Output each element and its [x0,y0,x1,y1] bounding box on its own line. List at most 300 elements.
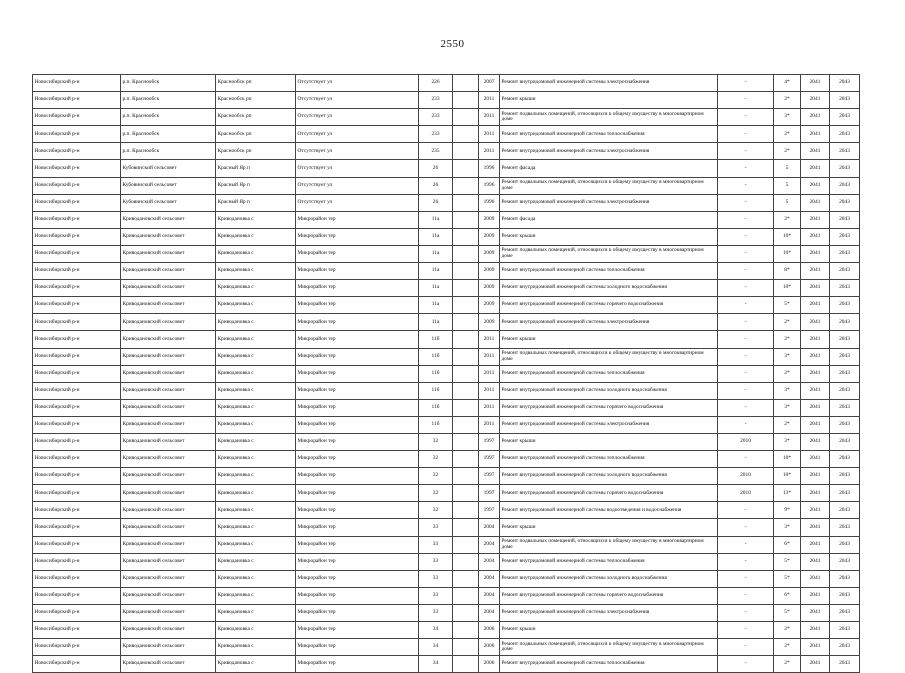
cell-plan-end: 2043 [830,451,860,468]
cell-building [453,519,479,536]
cell-last-repair-year: - [718,622,774,639]
table-row [33,604,860,621]
cell-municipality: Криводановский сельсовет [121,228,216,245]
cell-priority: 5* [774,570,801,587]
table-row [33,451,860,468]
cell-last-repair-year: - [718,587,774,604]
table-row [33,177,860,194]
table-row [33,382,860,399]
cell-street: Микрорайон тер [296,519,419,536]
cell-street: Микрорайон тер [296,433,419,450]
cell-plan-end: 2043 [830,536,860,553]
cell-plan-end: 2043 [830,604,860,621]
cell-priority: 5 [774,177,801,194]
cell-priority: 10* [774,245,801,262]
cell-building [453,126,479,143]
cell-work-type: Ремонт внутридомовой инженерной системы теплоснабжения [500,126,718,143]
cell-priority: 3* [774,348,801,365]
cell-year-built: 2007 [479,75,500,92]
table-row [33,502,860,519]
cell-work-type: Ремонт подвальных помещений, относящихся к общему имуществу в многоквартирном доме [500,177,718,194]
cell-district: Новосибирский р-н [33,245,121,262]
cell-priority: 6* [774,536,801,553]
cell-municipality: р.п. Краснообск [121,109,216,126]
cell-district: Новосибирский р-н [33,433,121,450]
cell-municipality: Криводановский сельсовет [121,553,216,570]
cell-street: Микрорайон тер [296,348,419,365]
cell-settlement: Криводановка с [216,536,296,553]
cell-house-number: 33 [419,570,453,587]
cell-settlement: Краснообск рп [216,109,296,126]
table-row [33,280,860,297]
cell-district: Новосибирский р-н [33,331,121,348]
cell-settlement: Криводановка с [216,553,296,570]
cell-plan-start: 2041 [801,536,830,553]
cell-building [453,348,479,365]
cell-last-repair-year: - [718,536,774,553]
cell-plan-end: 2043 [830,331,860,348]
cell-year-built: 2009 [479,314,500,331]
cell-building [453,245,479,262]
cell-district: Новосибирский р-н [33,570,121,587]
cell-building [453,553,479,570]
cell-settlement: Криводановка с [216,245,296,262]
cell-settlement: Криводановка с [216,399,296,416]
cell-year-built: 1997 [479,433,500,450]
cell-plan-end: 2043 [830,502,860,519]
cell-street: Микрорайон тер [296,485,419,502]
cell-street: Отсутствует ул [296,92,419,109]
cell-plan-start: 2041 [801,177,830,194]
cell-last-repair-year: - [718,263,774,280]
cell-work-type: Ремонт внутридомовой инженерной системы теплоснабжения [500,553,718,570]
cell-district: Новосибирский р-н [33,143,121,160]
cell-district: Новосибирский р-н [33,604,121,621]
cell-street: Микрорайон тер [296,331,419,348]
cell-settlement: Краснообск рп [216,126,296,143]
cell-last-repair-year: - [718,297,774,314]
cell-work-type: Ремонт внутридомовой инженерной системы водоотведения и водоснабжения [500,502,718,519]
cell-work-type: Ремонт внутридомовой инженерной системы теплоснабжения [500,451,718,468]
cell-plan-start: 2041 [801,348,830,365]
cell-work-type: Ремонт внутридомовой инженерной системы электроснабжения [500,604,718,621]
cell-district: Новосибирский р-н [33,228,121,245]
cell-last-repair-year: 2010 [718,433,774,450]
cell-house-number: 233 [419,126,453,143]
cell-plan-start: 2041 [801,92,830,109]
cell-plan-end: 2043 [830,519,860,536]
cell-work-type: Ремонт крыши [500,622,718,639]
cell-last-repair-year: - [718,92,774,109]
table-row [33,536,860,553]
cell-plan-start: 2041 [801,314,830,331]
cell-work-type: Ремонт внутридомовой инженерной системы теплоснабжения [500,656,718,673]
cell-street: Микрорайон тер [296,263,419,280]
cell-district: Новосибирский р-н [33,536,121,553]
cell-last-repair-year: - [718,553,774,570]
table-row [33,365,860,382]
cell-building [453,365,479,382]
cell-house-number: 226 [419,75,453,92]
cell-last-repair-year: - [718,656,774,673]
cell-building [453,433,479,450]
table-row [33,109,860,126]
cell-street: Микрорайон тер [296,228,419,245]
cell-plan-end: 2043 [830,570,860,587]
table-row [33,570,860,587]
table-row [33,194,860,211]
cell-district: Новосибирский р-н [33,416,121,433]
cell-municipality: Криводановский сельсовет [121,365,216,382]
cell-plan-start: 2041 [801,211,830,228]
cell-building [453,160,479,177]
cell-house-number: 233 [419,92,453,109]
table-row [33,75,860,92]
cell-work-type: Ремонт внутридомовой инженерной системы холодного водоснабжения [500,570,718,587]
cell-last-repair-year: - [718,211,774,228]
cell-settlement: Криводановка с [216,416,296,433]
cell-settlement: Криводановка с [216,587,296,604]
cell-street: Микрорайон тер [296,656,419,673]
cell-street: Отсутствует ул [296,109,419,126]
cell-street: Отсутствует ул [296,160,419,177]
cell-house-number: 33 [419,553,453,570]
cell-priority: 9* [774,502,801,519]
cell-work-type: Ремонт фасада [500,160,718,177]
cell-house-number: 33 [419,587,453,604]
cell-last-repair-year: - [718,348,774,365]
cell-plan-end: 2043 [830,228,860,245]
cell-priority: 3* [774,399,801,416]
cell-last-repair-year: - [718,280,774,297]
cell-municipality: Криводановский сельсовет [121,263,216,280]
cell-plan-start: 2041 [801,399,830,416]
cell-municipality: Криводановский сельсовет [121,280,216,297]
cell-priority: 5* [774,553,801,570]
cell-work-type: Ремонт подвальных помещений, относящихся к общему имуществу в многоквартирном доме [500,536,718,553]
cell-house-number: 32 [419,468,453,485]
cell-priority: 2* [774,656,801,673]
cell-building [453,502,479,519]
cell-municipality: Криводановский сельсовет [121,245,216,262]
cell-municipality: р.п. Краснообск [121,92,216,109]
cell-district: Новосибирский р-н [33,177,121,194]
cell-settlement: Криводановка с [216,382,296,399]
cell-plan-start: 2041 [801,502,830,519]
cell-plan-end: 2043 [830,468,860,485]
cell-year-built: 2004 [479,553,500,570]
cell-municipality: Криводановский сельсовет [121,570,216,587]
cell-plan-start: 2041 [801,656,830,673]
cell-municipality: Криводановский сельсовет [121,656,216,673]
cell-plan-start: 2041 [801,228,830,245]
cell-priority: 2* [774,639,801,656]
cell-building [453,536,479,553]
cell-building [453,485,479,502]
cell-district: Новосибирский р-н [33,519,121,536]
cell-last-repair-year: - [718,331,774,348]
cell-municipality: Криводановский сельсовет [121,468,216,485]
cell-plan-start: 2041 [801,126,830,143]
cell-plan-start: 2041 [801,570,830,587]
cell-last-repair-year: - [718,109,774,126]
cell-district: Новосибирский р-н [33,280,121,297]
cell-street: Отсутствует ул [296,143,419,160]
cell-district: Новосибирский р-н [33,126,121,143]
cell-last-repair-year: - [718,519,774,536]
cell-street: Микрорайон тер [296,451,419,468]
cell-building [453,656,479,673]
cell-plan-end: 2043 [830,656,860,673]
cell-plan-end: 2043 [830,92,860,109]
cell-settlement: Краснообск рп [216,75,296,92]
cell-house-number: 32 [419,502,453,519]
cell-plan-start: 2041 [801,109,830,126]
cell-settlement: Криводановка с [216,211,296,228]
cell-plan-end: 2043 [830,109,860,126]
cell-district: Новосибирский р-н [33,160,121,177]
cell-house-number: 11а [419,280,453,297]
cell-street: Микрорайон тер [296,553,419,570]
cell-priority: 2* [774,416,801,433]
cell-work-type: Ремонт внутридомовой инженерной системы электроснабжения [500,194,718,211]
capital-repair-table [32,74,860,673]
cell-priority: 13* [774,485,801,502]
cell-year-built: 1996 [479,160,500,177]
cell-district: Новосибирский р-н [33,553,121,570]
cell-municipality: Криводановский сельсовет [121,211,216,228]
cell-last-repair-year: - [718,502,774,519]
cell-plan-start: 2041 [801,433,830,450]
cell-settlement: Криводановка с [216,297,296,314]
cell-priority: 3* [774,519,801,536]
cell-priority: 5 [774,194,801,211]
cell-district: Новосибирский р-н [33,109,121,126]
cell-year-built: 2009 [479,263,500,280]
cell-year-built: 2011 [479,416,500,433]
cell-building [453,451,479,468]
cell-year-built: 2011 [479,331,500,348]
cell-district: Новосибирский р-н [33,587,121,604]
table-row [33,92,860,109]
cell-building [453,382,479,399]
cell-work-type: Ремонт внутридомовой инженерной системы электроснабжения [500,416,718,433]
table-row [33,656,860,673]
cell-settlement: Криводановка с [216,314,296,331]
cell-settlement: Криводановка с [216,570,296,587]
cell-plan-start: 2041 [801,194,830,211]
cell-year-built: 2011 [479,382,500,399]
cell-work-type: Ремонт внутридомовой инженерной системы горячего водоснабжения [500,297,718,314]
cell-year-built: 2009 [479,280,500,297]
cell-district: Новосибирский р-н [33,263,121,280]
cell-municipality: Криводановский сельсовет [121,399,216,416]
cell-work-type: Ремонт подвальных помещений, относящихся к общему имуществу в многоквартирном доме [500,348,718,365]
cell-year-built: 2011 [479,399,500,416]
cell-street: Микрорайон тер [296,587,419,604]
cell-year-built: 2006 [479,639,500,656]
cell-municipality: Криводановский сельсовет [121,348,216,365]
cell-year-built: 2009 [479,245,500,262]
cell-plan-start: 2041 [801,468,830,485]
cell-year-built: 2011 [479,126,500,143]
cell-priority: 2* [774,92,801,109]
cell-plan-start: 2041 [801,263,830,280]
cell-year-built: 2011 [479,365,500,382]
cell-building [453,297,479,314]
cell-settlement: Криводановка с [216,622,296,639]
cell-street: Отсутствует ул [296,126,419,143]
table-row [33,331,860,348]
cell-year-built: 2004 [479,604,500,621]
cell-plan-end: 2043 [830,194,860,211]
cell-street: Микрорайон тер [296,468,419,485]
cell-municipality: Криводановский сельсовет [121,314,216,331]
cell-house-number: 233 [419,109,453,126]
cell-building [453,622,479,639]
cell-house-number: 33 [419,536,453,553]
cell-work-type: Ремонт внутридомовой инженерной системы горячего водоснабжения [500,485,718,502]
cell-priority: 10* [774,451,801,468]
cell-district: Новосибирский р-н [33,656,121,673]
cell-municipality: Криводановский сельсовет [121,519,216,536]
cell-plan-start: 2041 [801,365,830,382]
cell-last-repair-year: - [718,245,774,262]
cell-municipality: Криводановский сельсовет [121,485,216,502]
cell-plan-start: 2041 [801,519,830,536]
cell-plan-end: 2043 [830,622,860,639]
cell-house-number: 11а [419,245,453,262]
cell-plan-start: 2041 [801,485,830,502]
cell-street: Отсутствует ул [296,194,419,211]
cell-priority: 2* [774,314,801,331]
cell-building [453,570,479,587]
table-row [33,553,860,570]
cell-house-number: 32 [419,451,453,468]
cell-last-repair-year: - [718,399,774,416]
cell-plan-start: 2041 [801,280,830,297]
cell-plan-start: 2041 [801,587,830,604]
cell-district: Новосибирский р-н [33,348,121,365]
cell-priority: 6* [774,587,801,604]
cell-work-type: Ремонт крыши [500,331,718,348]
cell-last-repair-year: - [718,228,774,245]
cell-plan-end: 2043 [830,587,860,604]
cell-plan-end: 2043 [830,382,860,399]
cell-district: Новосибирский р-н [33,639,121,656]
cell-district: Новосибирский р-н [33,365,121,382]
cell-plan-end: 2043 [830,160,860,177]
cell-district: Новосибирский р-н [33,468,121,485]
cell-priority: 3* [774,433,801,450]
cell-work-type: Ремонт внутридомовой инженерной системы горячего водоснабжения [500,399,718,416]
cell-plan-end: 2043 [830,245,860,262]
cell-work-type: Ремонт внутридомовой инженерной системы электроснабжения [500,143,718,160]
cell-year-built: 2004 [479,519,500,536]
cell-street: Микрорайон тер [296,297,419,314]
cell-district: Новосибирский р-н [33,451,121,468]
cell-work-type: Ремонт внутридомовой инженерной системы холодного водоснабжения [500,280,718,297]
cell-year-built: 1996 [479,177,500,194]
cell-year-built: 2011 [479,348,500,365]
table-row [33,245,860,262]
cell-priority: 2* [774,126,801,143]
cell-settlement: Криводановка с [216,348,296,365]
cell-house-number: 11б [419,416,453,433]
cell-last-repair-year: - [718,570,774,587]
cell-house-number: 33 [419,519,453,536]
cell-plan-start: 2041 [801,382,830,399]
cell-last-repair-year: 2010 [718,485,774,502]
cell-municipality: Криводановский сельсовет [121,622,216,639]
cell-last-repair-year: - [718,365,774,382]
cell-house-number: 11а [419,314,453,331]
cell-plan-end: 2043 [830,639,860,656]
cell-settlement: Криводановка с [216,519,296,536]
page-number: 2550 [440,38,465,50]
cell-work-type: Ремонт внутридомовой инженерной системы теплоснабжения [500,365,718,382]
cell-plan-start: 2041 [801,639,830,656]
cell-priority: 2* [774,331,801,348]
cell-work-type: Ремонт подвальных помещений, относящихся к общему имуществу в многоквартирном доме [500,109,718,126]
cell-work-type: Ремонт подвальных помещений, относящихся к общему имуществу в многоквартирном доме [500,245,718,262]
cell-street: Микрорайон тер [296,382,419,399]
cell-last-repair-year: - [718,75,774,92]
cell-building [453,468,479,485]
cell-district: Новосибирский р-н [33,211,121,228]
cell-priority: 5* [774,297,801,314]
cell-priority: 5* [774,604,801,621]
table-row [33,314,860,331]
cell-building [453,75,479,92]
cell-priority: 10* [774,280,801,297]
cell-plan-start: 2041 [801,143,830,160]
cell-building [453,263,479,280]
cell-year-built: 1997 [479,502,500,519]
cell-settlement: Криводановка с [216,228,296,245]
cell-work-type: Ремонт внутридомовой инженерной системы горячего водоснабжения [500,587,718,604]
cell-year-built: 2004 [479,536,500,553]
cell-priority: 2* [774,143,801,160]
cell-street: Микрорайон тер [296,416,419,433]
cell-municipality: Криводановский сельсовет [121,536,216,553]
cell-municipality: Криводановский сельсовет [121,451,216,468]
cell-plan-end: 2043 [830,365,860,382]
table-row [33,126,860,143]
cell-municipality: р.п. Краснообск [121,126,216,143]
cell-plan-end: 2043 [830,280,860,297]
cell-plan-end: 2043 [830,314,860,331]
cell-house-number: 34 [419,639,453,656]
cell-year-built: 1997 [479,451,500,468]
table-row [33,433,860,450]
cell-last-repair-year: - [718,451,774,468]
cell-work-type: Ремонт внутридомовой инженерной системы холодного водоснабжения [500,382,718,399]
cell-plan-start: 2041 [801,75,830,92]
cell-street: Микрорайон тер [296,399,419,416]
table-row [33,263,860,280]
cell-building [453,92,479,109]
cell-house-number: 26 [419,160,453,177]
cell-year-built: 2006 [479,622,500,639]
table-row [33,348,860,365]
cell-priority: 2* [774,211,801,228]
cell-building [453,177,479,194]
cell-municipality: р.п. Краснообск [121,75,216,92]
cell-house-number: 11а [419,263,453,280]
cell-last-repair-year: - [718,194,774,211]
cell-settlement: Криводановка с [216,451,296,468]
